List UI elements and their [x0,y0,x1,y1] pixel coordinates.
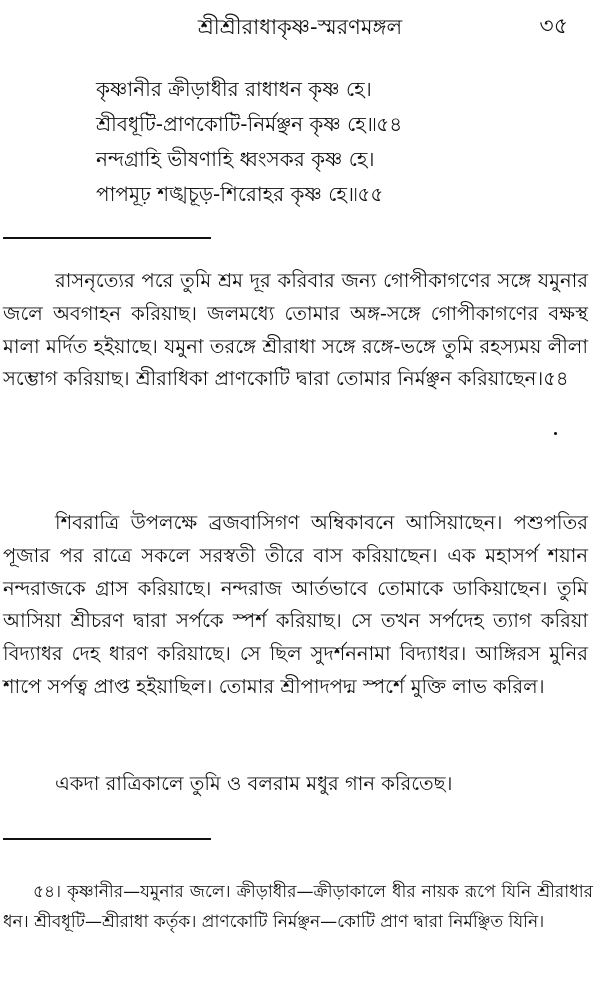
print-speck [554,432,557,435]
verse-line: পাপমূঢ় শঙ্খচূড়-শিরোহর কৃষ্ণ হে।৷৫৫ [96,182,384,206]
verse-block [96,72,576,212]
footnote-divider [3,838,211,840]
verse-line: শ্রীবধূটি-প্রাণকোটি-নির্মঞ্ছন কৃষ্ণ হে।৷৫৪ [96,112,403,136]
page-number: ৩৫ [539,14,568,39]
commentary-paragraph: একদা রাত্রিকালে তুমি ও বলরাম মধুর গান করিতেছ। [55,772,453,795]
verse-line: কৃষ্ণানীর ক্রীড়াধীর রাধাধন কৃষ্ণ হে। [96,77,372,101]
verse-line: নন্দগ্রাহি ভীষণাহি ধ্বংসকর কৃষ্ণ হে। [96,147,375,171]
commentary-paragraph: রাসনৃত্যের পরে তুমি শ্রম দূর করিবার জন্য গোপীকাগণের সঙ্গে যমুনার জলে অবগাহন করিয়াছ। জলমধ্যে তোমার অঙ্গ-সঙ্গে গোপীকাগণের বক্ষস্থ মালা মর্দিত হইয়াছে। যমুনা তরঙ্গে শ্রীরাধা সঙ্গে রঙ্গে-ভঙ্গে তুমি রহস্যময় লীলা সম্ভোগ করিয়াছ। শ্রীরাধিকা প্রাণকোটি দ্বারা তোমার নির্মঞ্ছন করিয়াছেন।৫৪ [3,269,588,391]
commentary-paragraph: শিবরাত্রি উপলক্ষে ব্রজবাসিগণ অম্বিকাবনে আসিয়াছেন। পশুপতির পূজার পর রাত্রে সকলে সরস্বতী তীরে বাস করিয়াছেন। এক মহাসর্প শয়ান নন্দরাজকে গ্রাস করিয়াছে। নন্দরাজ আর্তভাবে তোমাকে ডাকিয়াছেন। তুমি আসিয়া শ্রীচরণ দ্বারা সর্পকে স্পর্শ করিয়াছ। সে তখন সর্পদেহ ত্যাগ করিয়া বিদ্যাধর দেহ ধারণ করিয়াছে। সে ছিল সুদর্শননামা বিদ্যাধর। আঙ্গিরস মুনির শাপে সর্পত্ব প্রাপ্ত হইয়াছিল। তোমার শ্রীপাদপদ্ম স্পর্শে মুক্তি লাভ করিল। [3,511,588,698]
running-title: শ্রীশ্রীরাধাকৃষ্ণ-স্মরণমঙ্গল [197,15,403,39]
section-divider [3,237,211,239]
footnote: ৫৪। কৃষ্ণানীর—যমুনার জলে। ক্রীড়াধীর—ক্রীড়াকালে ধীর নায়ক রূপে যিনি শ্রীরাধার ধন। শ্রীবধূটি—শ্রীরাধা কর্তৃক। প্রাণকোটি নির্মঞ্ছন—কোটি প্রাণ দ্বারা নির্মঞ্ছিত যিনি। [3,882,593,932]
